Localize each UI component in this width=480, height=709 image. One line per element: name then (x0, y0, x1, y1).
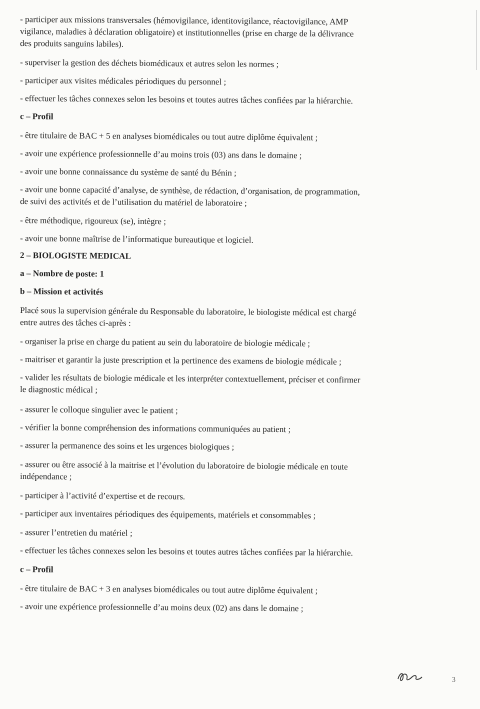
text-line: - avoir une expérience professionnelle d’au moins trois (03) ans dans le domaine ; (19, 148, 302, 161)
text-line: de suivi des activités et de l’utilisation du matériel de laboratoire ; (19, 196, 247, 208)
text-line: vigilance, maladies à déclaration obligatoire) et institutionnelles (prise en charge de la délivrance (19, 26, 354, 39)
text-line: - effectuer les tâches connexes selon les besoins et toutes autres tâches confiées par la hiérarchie. (19, 545, 353, 558)
text-line: - avoir une bonne connaissance du système de santé du Bénin ; (19, 166, 237, 178)
text-line: - participer à l’activité d’expertise et de recours. (19, 490, 186, 502)
text-line: - assurer ou être associé à la maitrise et l’évolution du laboratoire de biologie médicale en toute (19, 459, 348, 472)
text-line: - superviser la gestion des déchets biomédicaux et autres selon les normes ; (19, 57, 279, 70)
text-line: - participer aux visites médicales périodiques du personnel ; (19, 75, 227, 87)
text-line: - être méthodique, rigoureux (se), intègre ; (19, 215, 167, 227)
page-number: 3 (452, 676, 456, 684)
signature-initials (395, 668, 425, 684)
text-line: - assurer la permanence des soins et les urgences biologiques ; (19, 440, 235, 452)
subsection-heading-nombre-poste: a – Nombre de poste: 1 (19, 268, 105, 279)
text-line: Placé sous la supervision générale du Responsable du laboratoire, le biologiste médical est chargé (19, 305, 357, 318)
text-line: des produits sanguins labiles). (19, 38, 124, 49)
text-line: - participer aux missions transversales (hémovigilance, identitovigilance, réactovigilance, AMP (19, 14, 349, 27)
text-line: - valider les résultats de biologie médicale et les interpréter contextuellement, préciser et confirmer (19, 372, 361, 385)
text-line: - participer aux inventaires périodiques des équipements, matériels et consommables ; (19, 508, 316, 521)
text-line: - organiser la prise en charge du patient au sein du laboratoire de biologie médicale ; (19, 336, 311, 349)
section-title-biologiste: 2 – BIOLOGISTE MEDICAL (19, 250, 132, 261)
text-line: - assurer le colloque singulier avec le patient ; (19, 404, 179, 416)
text-line: - être titulaire de BAC + 3 en analyses biomédicales ou tout autre diplôme équivalent ; (19, 583, 318, 596)
text-line: - avoir une expérience professionnelle d’au moins deux (02) ans dans le domaine ; (19, 601, 304, 614)
text-line: - maitriser et garantir la juste prescription et la pertinence des examens de biologie médicale ; (19, 354, 342, 367)
text-line: - avoir une bonne capacité d’analyse, de synthèse, de rédaction, d’organisation, de programmation, (19, 184, 360, 197)
subsection-heading-mission: b – Mission et activités (19, 286, 104, 297)
text-line: - être titulaire de BAC + 5 en analyses biomédicales ou tout autre diplôme équivalent ; (19, 130, 318, 143)
section-heading-profil: c – Profil (19, 111, 54, 122)
text-line: le diagnostic médical ; (19, 384, 98, 395)
page-edge-mark (476, 10, 477, 70)
text-line: - vérifier la bonne compréhension des informations communiquées au patient ; (19, 422, 291, 435)
text-line: - effectuer les tâches connexes selon les besoins et toutes autres tâches confiées par la hiérarchie. (19, 93, 353, 106)
text-line: entre autres des tâches ci-après : (19, 317, 131, 328)
text-line: - avoir une bonne maîtrise de l’informatique bureautique et logiciel. (19, 233, 254, 245)
text-line: - assurer l’entretien du matériel ; (19, 527, 133, 538)
text-line: indépendance ; (19, 471, 72, 482)
section-heading-profil-2: c – Profil (19, 564, 54, 575)
